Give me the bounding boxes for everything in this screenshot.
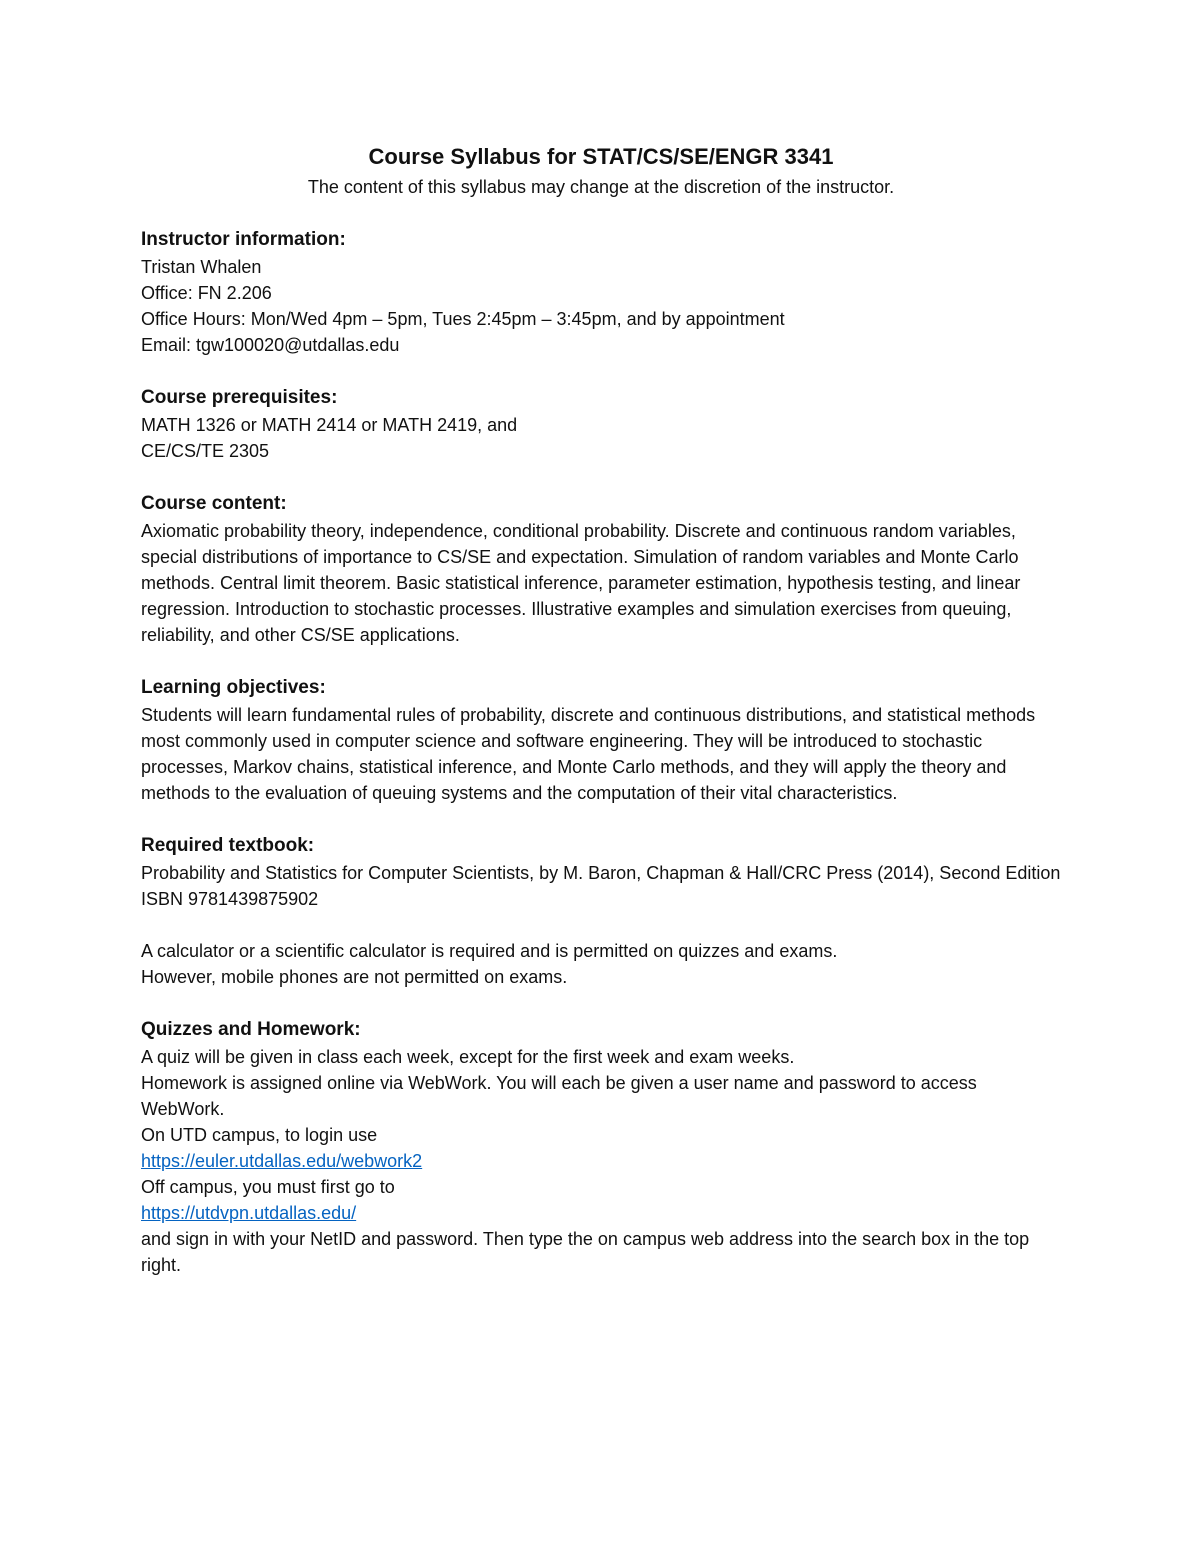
quizzes-line-2: Homework is assigned online via WebWork. You will each be given a user name and password to access WebWork. bbox=[141, 1073, 977, 1119]
document-body bbox=[141, 140, 1061, 1278]
quizzes-line-4: Off campus, you must first go to bbox=[141, 1177, 395, 1197]
textbook-heading: Required textbook: bbox=[141, 835, 315, 856]
content-text: Axiomatic probability theory, independence, conditional probability. Discrete and continuous random variables, special distributions of importance to CS/SE and expectation. Simulation of random variables and Monte Carlo methods. Central limit theorem. Basic statistical inference, parameter estimation, hypothesis testing, and linear regression. Introduction to stochastic processes. Illustrative examples and simulation exercises from queuing, reliability, and other CS/SE applications. bbox=[141, 521, 1021, 645]
instructor-office: Office: FN 2.206 bbox=[141, 283, 272, 303]
prerequisites-line-1: MATH 1326 or MATH 2414 or MATH 2419, and bbox=[141, 415, 518, 435]
quizzes-line-3: On UTD campus, to login use bbox=[141, 1125, 378, 1145]
instructor-office-hours: Office Hours: Mon/Wed 4pm – 5pm, Tues 2:45pm – 3:45pm, and by appointment bbox=[141, 309, 785, 329]
quizzes-section bbox=[141, 1016, 1061, 1278]
content-section bbox=[141, 490, 1061, 648]
quizzes-heading: Quizzes and Homework: bbox=[141, 1019, 361, 1040]
document-title: Course Syllabus for STAT/CS/SE/ENGR 3341 bbox=[368, 144, 834, 169]
calculator-line-1: A calculator or a scientific calculator is required and is permitted on quizzes and exams. bbox=[141, 941, 838, 961]
textbook-section bbox=[141, 832, 1061, 990]
document-subtitle: The content of this syllabus may change at the discretion of the instructor. bbox=[307, 177, 895, 197]
quizzes-line-1: A quiz will be given in class each week, except for the first week and exam weeks. bbox=[141, 1047, 795, 1067]
instructor-heading: Instructor information: bbox=[141, 229, 346, 250]
prerequisites-line-2: CE/CS/TE 2305 bbox=[141, 441, 270, 461]
prerequisites-heading: Course prerequisites: bbox=[141, 387, 338, 408]
calculator-line-2: However, mobile phones are not permitted on exams. bbox=[141, 967, 568, 987]
objectives-text: Students will learn fundamental rules of probability, discrete and continuous distributions, and statistical methods most commonly used in computer science and software engineering. They will be introduced to stochastic processes, Markov chains, statistical inference, and Monte Carlo methods, and they will apply the theory and methods to the evaluation of queuing systems and the computation of their vital characteristics. bbox=[141, 705, 1036, 803]
instructor-email: Email: tgw100020@utdallas.edu bbox=[141, 335, 400, 355]
content-heading: Course content: bbox=[141, 493, 287, 514]
vpn-link[interactable]: https://utdvpn.utdallas.edu/ bbox=[141, 1203, 357, 1223]
textbook-text: Probability and Statistics for Computer Scientists, by M. Baron, Chapman & Hall/CRC Press (2014), Second Edition ISBN 9781439875902 bbox=[141, 863, 1061, 909]
title-block bbox=[141, 140, 1061, 200]
instructor-section bbox=[141, 226, 1061, 358]
instructor-name: Tristan Whalen bbox=[141, 257, 262, 277]
prerequisites-section bbox=[141, 384, 1061, 464]
objectives-section bbox=[141, 674, 1061, 806]
spacer bbox=[141, 912, 1061, 938]
webwork-link[interactable]: https://euler.utdallas.edu/webwork2 bbox=[141, 1151, 423, 1171]
objectives-heading: Learning objectives: bbox=[141, 677, 326, 698]
quizzes-line-5: and sign in with your NetID and password. Then type the on campus web address into the search box in the top right. bbox=[141, 1229, 1030, 1275]
